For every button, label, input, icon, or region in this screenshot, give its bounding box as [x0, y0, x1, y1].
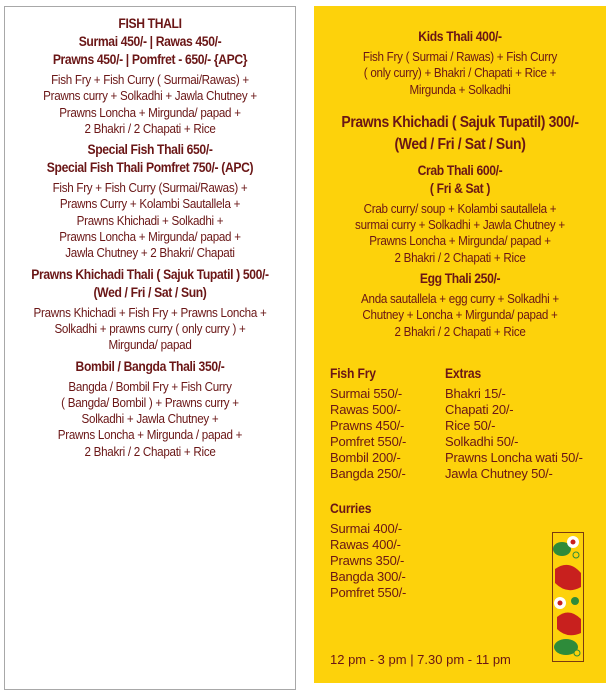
section-description [324, 291, 596, 340]
opening-hours: 12 pm - 3 pm | 7.30 pm - 11 pm [330, 652, 511, 667]
price-item: Chapati 20/- [445, 402, 514, 417]
menu-section [5, 266, 295, 354]
extras-list [445, 366, 615, 482]
fish-thali-panel [4, 6, 296, 690]
kids-and-extras-panel [314, 6, 606, 683]
menu-section [5, 15, 295, 137]
section-description [15, 180, 285, 261]
section-title: ( Fri & Sat ) [429, 180, 491, 196]
description-line: 2 Bhakri / 2 Chapati + Rice [394, 324, 526, 339]
price-item: Prawns 350/- [330, 553, 405, 568]
price-item: Bombil 200/- [330, 450, 401, 465]
price-item: Bangda 250/- [330, 466, 406, 481]
description-line: Solkadhi + Jawla Chutney + [81, 412, 219, 427]
description-line: Bangda / Bombil Fry + Fish Curry [68, 379, 232, 394]
list-title: Extras [445, 366, 482, 381]
description-line: Prawns curry + Solkadhi + Jawla Chutney + [43, 89, 257, 104]
section-title: Special Fish Thali 650/- [87, 142, 213, 158]
menu-section [314, 28, 606, 98]
section-description [324, 49, 596, 98]
section-description [324, 201, 596, 266]
fish-fry-list [330, 366, 445, 482]
price-item: Prawns 450/- [330, 418, 405, 433]
section-title: (Wed / Fri / Sat / Sun) [394, 135, 526, 153]
section-description [15, 72, 285, 137]
description-line: Chutney + Loncha + Mirgunda/ papad + [362, 308, 558, 323]
description-line: Prawns Loncha + Mirgunda / papad + [57, 428, 243, 443]
description-line: 2 Bhakri / 2 Chapati + Rice [84, 121, 216, 136]
section-title: Bombil / Bangda Thali 350/- [75, 358, 225, 374]
section-title: FISH THALI [118, 16, 182, 31]
list-title: Curries [330, 501, 372, 516]
description-line: 2 Bhakri / 2 Chapati + Rice [84, 444, 216, 459]
section-title: (Wed / Fri / Sat / Sun) [93, 284, 207, 300]
description-line: Fish Fry + Fish Curry ( Surmai/Rawas) + [51, 73, 249, 87]
price-item: Surmai 400/- [330, 521, 403, 536]
section-description [15, 305, 285, 354]
price-item: Jawla Chutney 50/- [445, 466, 553, 481]
description-line: Jawla Chutney + 2 Bhakri/ Chapati [65, 246, 235, 261]
section-description [15, 379, 285, 460]
price-item: Pomfret 550/- [330, 434, 407, 449]
price-item: Rawas 500/- [330, 402, 401, 417]
description-line: Solkadhi + prawns curry ( only curry ) + [54, 321, 246, 336]
section-title: Surmai 450/- | Rawas 450/- [78, 34, 222, 49]
section-title: Crab Thali 600/- [417, 162, 503, 178]
price-item: Bangda 300/- [330, 569, 406, 584]
price-item: Pomfret 550/- [330, 585, 407, 600]
price-item: Prawns Loncha wati 50/- [445, 450, 583, 465]
description-line: Prawns Curry + Kolambi Sautallela + [59, 197, 241, 212]
section-title: Special Fish Thali Pomfret 750/- (APC) [46, 160, 254, 176]
section-title: Kids Thali 400/- [418, 29, 502, 44]
description-line: ( Bangda/ Bombil ) + Prawns curry + [61, 395, 239, 410]
menu-section [5, 358, 295, 460]
description-line: 2 Bhakri / 2 Chapati + Rice [394, 250, 526, 265]
menu-section [314, 270, 606, 340]
menu-section [5, 141, 295, 261]
price-item: Bhakri 15/- [445, 386, 506, 401]
description-line: Prawns Khichadi + Fish Fry + Prawns Loncha + [33, 305, 267, 320]
section-title: Egg Thali 250/- [419, 271, 501, 287]
description-line: Fish Fry ( Surmai / Rawas) + Fish Curry [362, 50, 558, 64]
section-title: Prawns Khichadi Thali ( Sajuk Tupatil ) 500/- [31, 266, 269, 282]
price-item: Surmai 550/- [330, 386, 403, 401]
price-item: Rawas 400/- [330, 537, 401, 552]
description-line: Mirgunda/ papad [108, 338, 192, 353]
curries-list [330, 501, 445, 601]
menu-section [314, 162, 606, 266]
description-line: ( only curry) + Bhakri / Chapati + Rice + [363, 66, 557, 81]
description-line: Anda sautallela + egg curry + Solkadhi + [361, 292, 559, 307]
menu-section [314, 112, 606, 156]
section-title: Prawns 450/- | Pomfret - 650/- {APC} [52, 52, 248, 67]
description-line: surmai curry + Solkadhi + Jawla Chutney + [355, 218, 565, 233]
a-la-carte-columns [330, 366, 615, 482]
description-line: Prawns Loncha + Mirgunda/ papad + [369, 234, 551, 249]
description-line: Prawns Loncha + Mirgunda/ papad + [59, 105, 241, 120]
description-line: Prawns Khichadi + Solkadhi + [76, 213, 224, 228]
description-line: Prawns Loncha + Mirgunda/ papad + [59, 230, 241, 245]
list-title: Fish Fry [330, 366, 376, 381]
fish-flower-art-icon [552, 532, 584, 662]
description-line: Crab curry/ soup + Kolambi sautallela + [363, 201, 557, 216]
description-line: Mirgunda + Solkadhi [409, 82, 511, 97]
description-line: Fish Fry + Fish Curry (Surmai/Rawas) + [52, 181, 248, 196]
price-item: Solkadhi 50/- [445, 434, 519, 449]
price-item: Rice 50/- [445, 418, 496, 433]
section-title: Prawns Khichadi ( Sajuk Tupatil) 300/- [341, 113, 579, 131]
